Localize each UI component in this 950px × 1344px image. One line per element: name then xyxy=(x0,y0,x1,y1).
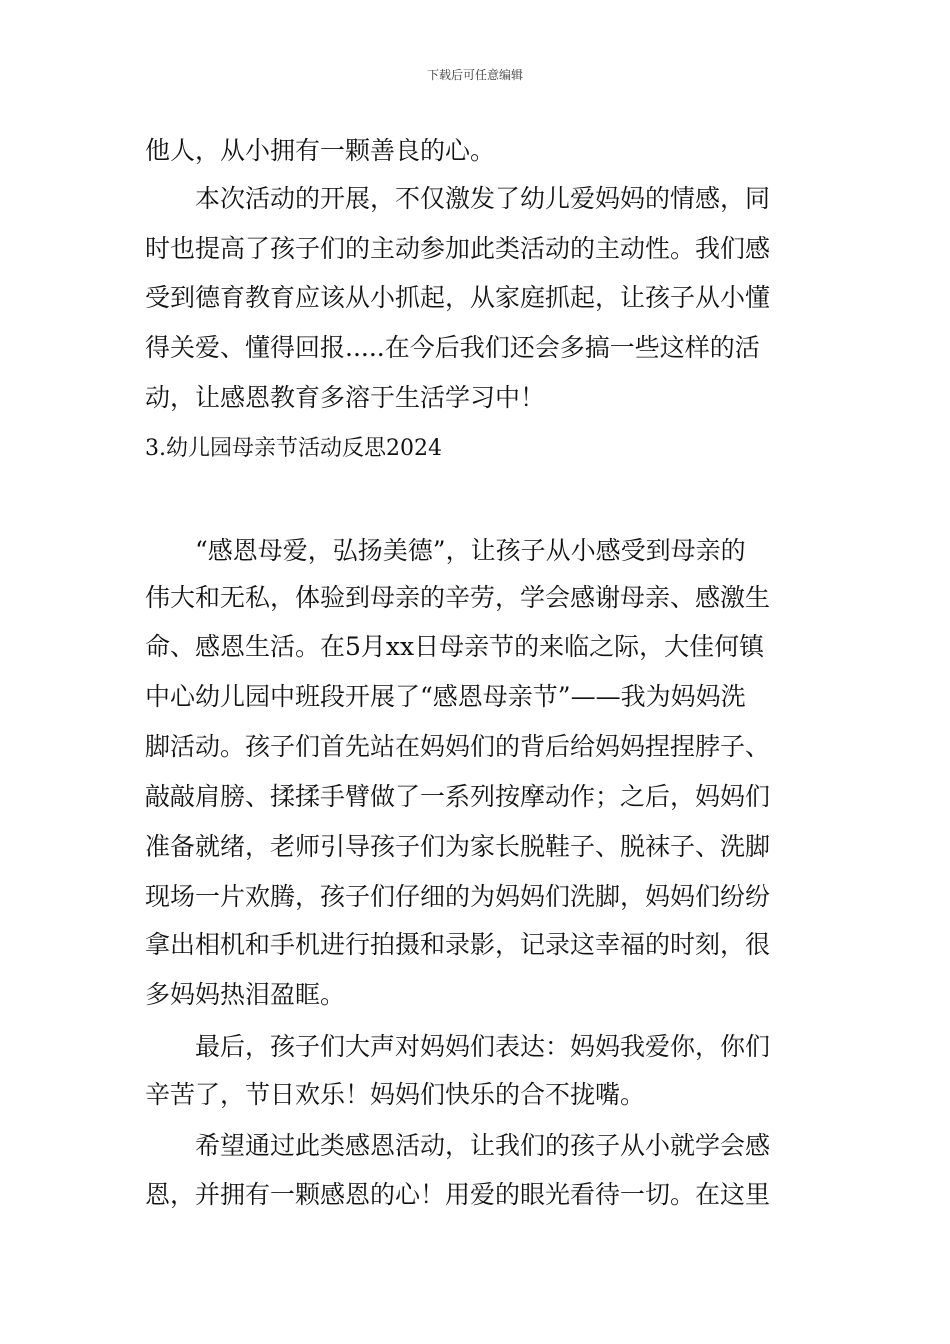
paragraph-line: 动，让感恩教育多溶于生活学习中！ xyxy=(145,383,546,412)
paragraph-line: 他人，从小拥有一颗善良的心。 xyxy=(145,136,496,165)
paragraph-line: 脚活动。孩子们首先站在妈妈们的背后给妈妈捏捏脖子、 xyxy=(145,732,771,761)
paragraph-line: 准备就绪，老师引导孩子们为家长脱鞋子、脱袜子、洗脚 xyxy=(145,832,771,861)
paragraph-line: 现场一片欢腾，孩子们仔细的为妈妈们洗脚，妈妈们纷纷 xyxy=(145,882,771,911)
paragraph-line: 时也提高了孩子们的主动参加此类活动的主动性。我们感 xyxy=(145,234,771,263)
paragraph-line: 辛苦了，节日欢乐！妈妈们快乐的合不拢嘴。 xyxy=(145,1080,646,1109)
paragraph-line: 最后，孩子们大声对妈妈们表达：妈妈我爱你，你们 xyxy=(145,1032,771,1061)
paragraph-line: “感恩母爱，弘扬美德”，让孩子从小感受到母亲的 xyxy=(145,536,746,565)
paragraph-line: 多妈妈热泪盈眶。 xyxy=(145,980,346,1009)
paragraph-line: 本次活动的开展，不仅激发了幼儿爱妈妈的情感，同 xyxy=(145,184,771,213)
paragraph-line: 命、感恩生活。在5月xx日母亲节的来临之际，大佳何镇 xyxy=(145,632,765,661)
paragraph-line: 敲敲肩膀、揉揉手臂做了一系列按摩动作；之后，妈妈们 xyxy=(145,782,771,811)
paragraph-line: 中心幼儿园中班段开展了“感恩母亲节”——我为妈妈洗 xyxy=(145,682,746,711)
page-header: 下载后可任意编辑 xyxy=(426,68,523,82)
paragraph-line: 受到德育教育应该从小抓起，从家庭抓起，让孩子从小懂 xyxy=(145,283,771,312)
paragraph-line: 希望通过此类感恩活动，让我们的孩子从小就学会感 xyxy=(145,1131,771,1160)
paragraph-line: 恩，并拥有一颗感恩的心！用爱的眼光看待一切。在这里 xyxy=(145,1180,771,1209)
paragraph-line: 得关爱、懂得回报.....在今后我们还会多搞一些这样的活 xyxy=(145,333,760,362)
section-heading: 3.幼儿园母亲节活动反思2024 xyxy=(145,436,442,461)
paragraph-line: 拿出相机和手机进行拍摄和录影，记录这幸福的时刻，很 xyxy=(145,930,771,959)
paragraph-line: 伟大和无私，体验到母亲的辛劳，学会感谢母亲、感激生 xyxy=(145,583,771,612)
